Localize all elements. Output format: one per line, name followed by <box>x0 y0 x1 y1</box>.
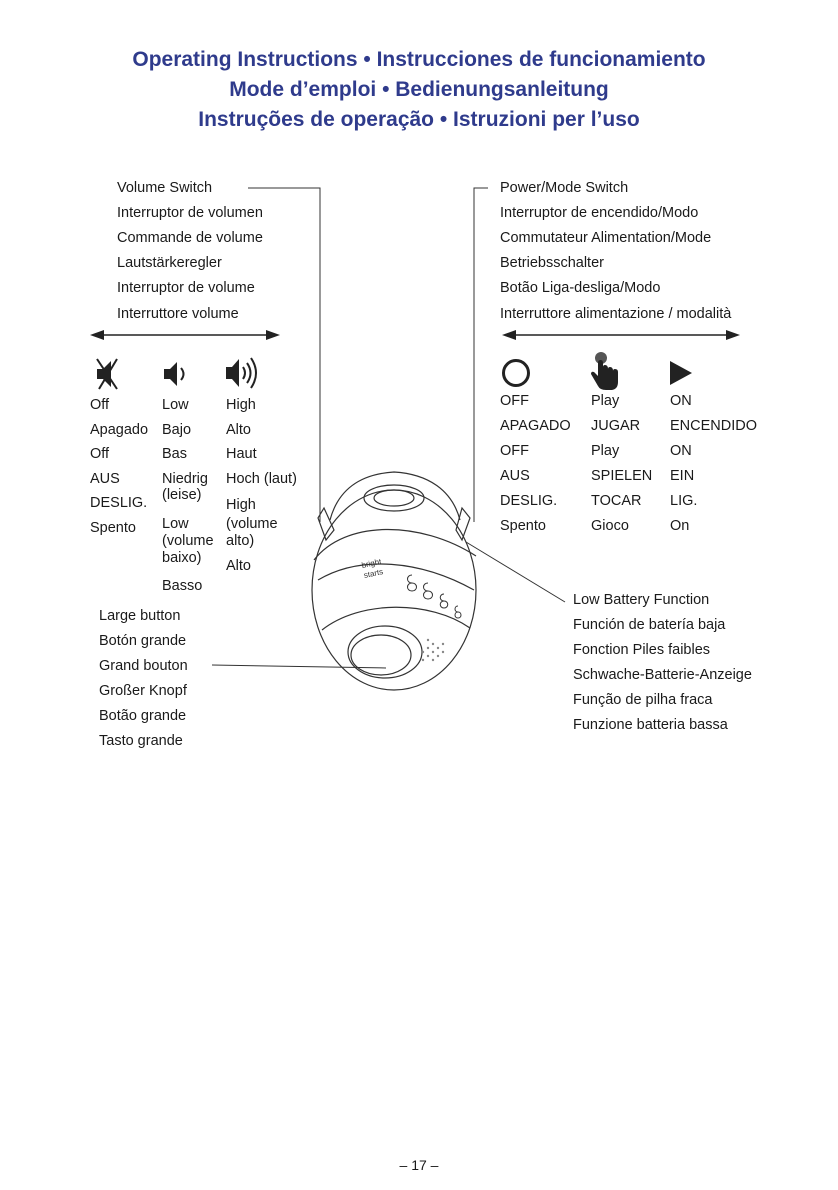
low-battery-label-fr: Fonction Piles faibles <box>573 642 711 658</box>
volume-switch-label-de: Lautstärkeregler <box>117 255 222 271</box>
volume-low-pt-3: baixo) <box>162 550 202 566</box>
volume-low-es: Bajo <box>162 422 192 438</box>
low-volume-speaker-icon <box>162 358 192 390</box>
power-switch-label-de: Betriebsschalter <box>500 255 604 271</box>
volume-high-en: High <box>226 397 256 413</box>
volume-low-it: Basso <box>162 578 203 594</box>
page-title-line-3: Instruções de operação • Istruzioni per l’uso <box>198 108 640 131</box>
volume-off-es: Apagado <box>90 422 149 438</box>
low-battery-label-en: Low Battery Function <box>573 592 710 608</box>
power-switch-label-pt: Botão Liga-desliga/Modo <box>500 280 661 296</box>
low-battery-label-es: Función de batería baja <box>573 617 726 633</box>
volume-high-es: Alto <box>226 422 251 438</box>
volume-switch-label-es: Interruptor de volumen <box>117 205 263 221</box>
play-hand-icon <box>588 350 622 392</box>
power-off-es: APAGADO <box>500 418 571 434</box>
page-title-line-1: Operating Instructions • Instrucciones de funcionamiento <box>132 48 706 71</box>
large-button-label-es: Botón grande <box>99 633 187 649</box>
volume-low-pt: Low <box>162 516 189 532</box>
large-button-label-it: Tasto grande <box>99 733 183 749</box>
power-off-en: OFF <box>500 393 529 409</box>
low-battery-label-de: Schwache-Batterie-Anzeige <box>573 667 752 683</box>
large-button-label-en: Large button <box>99 608 181 624</box>
off-circle-icon <box>500 357 532 389</box>
low-battery-label-pt: Função de pilha fraca <box>573 692 713 708</box>
volume-high-it: Alto <box>226 558 251 574</box>
power-play-it: Gioco <box>591 518 629 534</box>
volume-high-de: Hoch (laut) <box>226 471 297 487</box>
volume-high-pt-3: alto) <box>226 533 255 549</box>
large-button-label-fr: Grand bouton <box>99 658 188 674</box>
power-on-de: EIN <box>670 468 695 484</box>
low-battery-label-it: Funzione batteria bassa <box>573 717 728 733</box>
volume-high-pt: High <box>226 497 256 513</box>
power-switch-label-es: Interruptor de encendido/Modo <box>500 205 699 221</box>
large-button-label-de: Großer Knopf <box>99 683 187 699</box>
volume-off-de: AUS <box>90 471 120 487</box>
high-volume-speaker-icon <box>224 354 264 392</box>
volume-switch-label-en: Volume Switch <box>117 180 213 196</box>
power-on-es: ENCENDIDO <box>670 418 758 434</box>
device-illustration <box>312 472 476 690</box>
volume-switch-label-pt: Interruptor de volume <box>117 280 255 296</box>
volume-switch-label-it: Interruttore volume <box>117 306 239 322</box>
volume-low-de-2: (leise) <box>162 487 202 503</box>
power-on-fr: ON <box>670 443 692 459</box>
volume-high-pt-2: (volume <box>226 516 278 532</box>
volume-off-it: Spento <box>90 520 136 536</box>
page-number: – 17 – <box>399 1157 439 1173</box>
volume-off-en: Off <box>90 397 110 413</box>
volume-low-fr: Bas <box>162 446 187 462</box>
brand-logo <box>361 557 384 580</box>
page-title-line-2: Mode d’emploi • Bedienungsanleitung <box>229 78 609 101</box>
svg-text:bright: bright <box>360 557 383 571</box>
power-play-fr: Play <box>591 443 620 459</box>
power-switch-label-it: Interruttore alimentazione / modalità <box>500 306 732 322</box>
volume-high-fr: Haut <box>226 446 257 462</box>
power-play-pt: TOCAR <box>591 493 642 509</box>
power-off-pt: DESLIG. <box>500 493 558 509</box>
volume-low-de: Niedrig <box>162 471 208 487</box>
large-button-label-pt: Botão grande <box>99 708 187 724</box>
volume-low-pt-2: (volume <box>162 533 214 549</box>
svg-text:starts: starts <box>362 567 384 580</box>
power-off-fr: OFF <box>500 443 529 459</box>
mute-speaker-icon <box>93 355 127 393</box>
power-on-it: On <box>670 518 690 534</box>
power-play-es: JUGAR <box>591 418 641 434</box>
volume-off-pt: DESLIG. <box>90 495 148 511</box>
volume-range-arrow <box>90 330 280 340</box>
power-play-de: SPIELEN <box>591 468 653 484</box>
power-play-en: Play <box>591 393 620 409</box>
power-range-arrow <box>502 330 740 340</box>
volume-switch-label-fr: Commande de volume <box>117 230 263 246</box>
power-off-de: AUS <box>500 468 530 484</box>
power-switch-label-fr: Commutateur Alimentation/Mode <box>500 230 712 246</box>
on-triangle-icon <box>667 358 695 388</box>
volume-off-fr: Off <box>90 446 110 462</box>
power-off-it: Spento <box>500 518 546 534</box>
power-switch-label-en: Power/Mode Switch <box>500 180 629 196</box>
power-on-en: ON <box>670 393 692 409</box>
power-on-pt: LIG. <box>670 493 698 509</box>
volume-low-en: Low <box>162 397 189 413</box>
